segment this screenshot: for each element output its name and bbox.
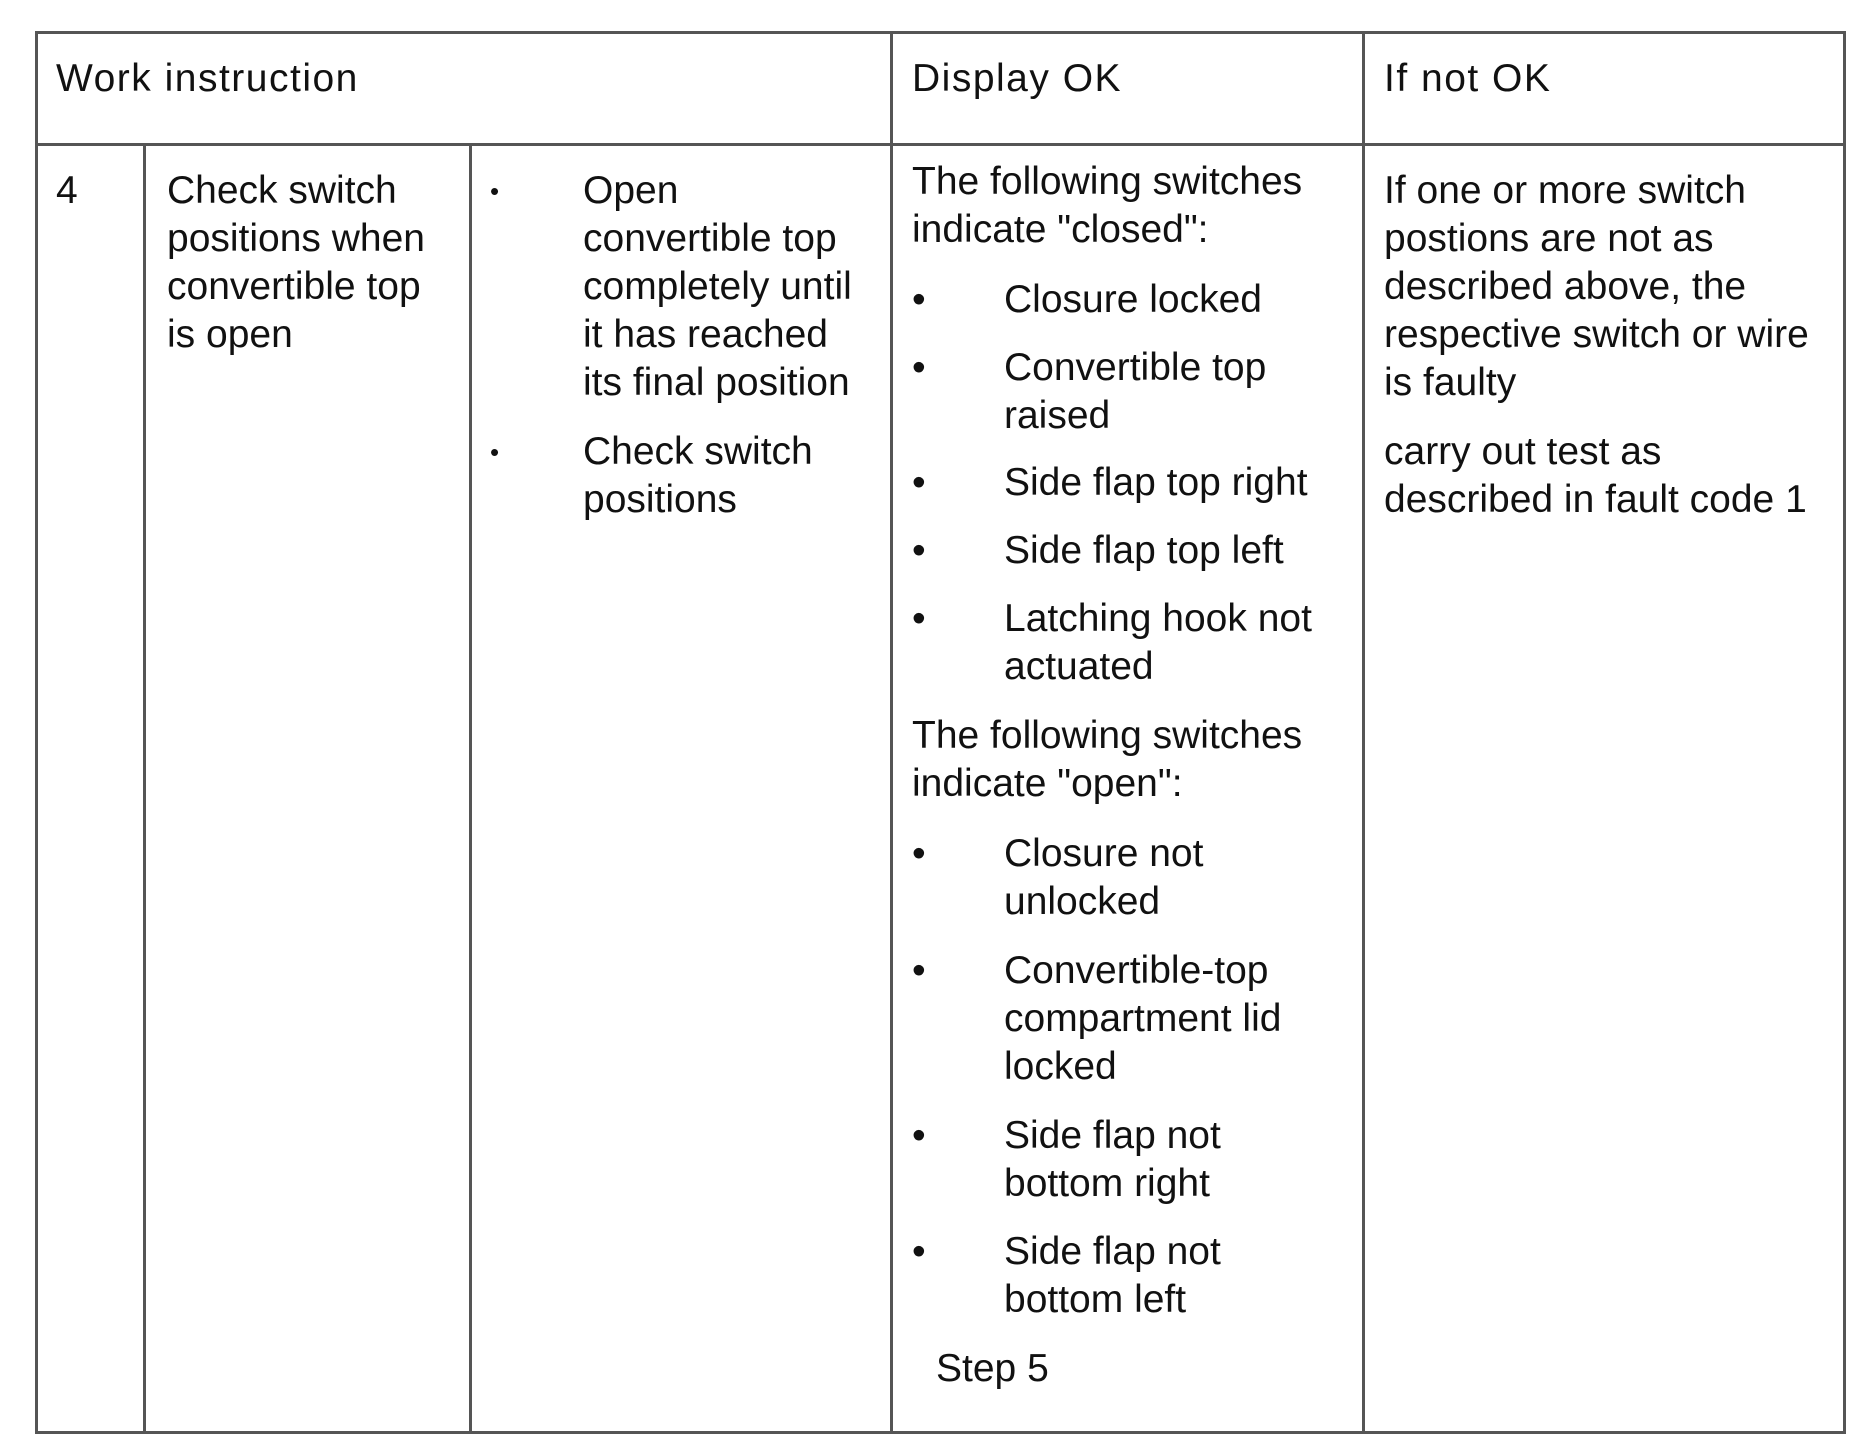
column-divider-display [890, 31, 893, 1434]
table-border-right [1843, 31, 1846, 1434]
row-number: 4 [56, 169, 78, 212]
step-bullet: • [490, 437, 500, 467]
task-line: is open [167, 313, 293, 356]
list-bullet: • [912, 346, 926, 389]
item-line: Side flap not [1004, 1230, 1221, 1273]
not-ok-paragraph [1384, 428, 1807, 524]
not-ok-line: postions are not as [1384, 217, 1714, 260]
not-ok-line: respective switch or wire [1384, 313, 1809, 356]
list-bullet: • [912, 949, 926, 992]
item-line: unlocked [1004, 880, 1161, 923]
closed-item [1004, 276, 1262, 324]
column-divider-notok [1362, 31, 1365, 1434]
table-border-left [35, 31, 38, 1434]
not-ok-line: If one or more switch [1384, 169, 1746, 212]
item-line: bottom right [1004, 1162, 1210, 1205]
list-bullet: • [912, 529, 926, 572]
not-ok-line: carry out test as [1384, 430, 1662, 473]
closed-intro [912, 158, 1302, 254]
item-line: Closure not [1004, 832, 1204, 875]
step-item [583, 428, 813, 524]
column-divider-task [469, 143, 472, 1434]
list-bullet: • [912, 278, 926, 321]
column-divider-number [143, 143, 146, 1434]
header-display-ok: Display OK [912, 57, 1123, 100]
not-ok-line: described in fault code 1 [1384, 478, 1807, 521]
open-item [1004, 830, 1203, 926]
not-ok-line: described above, the [1384, 265, 1747, 308]
open-item [1004, 1228, 1221, 1324]
open-intro [912, 712, 1302, 808]
list-bullet: • [912, 1230, 926, 1273]
task-description [167, 167, 425, 359]
step-line: its final position [583, 361, 850, 404]
step-item [583, 167, 852, 407]
closed-item [1004, 527, 1284, 575]
header-work-instruction: Work instruction [56, 57, 359, 100]
item-line: locked [1004, 1045, 1117, 1088]
not-ok-paragraph [1384, 167, 1809, 407]
table-border-bottom [35, 1431, 1846, 1434]
step-line: it has reached [583, 313, 828, 356]
item-line: Side flap top left [1004, 529, 1284, 572]
header-if-not-ok: If not OK [1384, 57, 1552, 100]
not-ok-line: is faulty [1384, 361, 1517, 404]
closed-item [1004, 344, 1266, 440]
item-line: Convertible-top [1004, 949, 1269, 992]
intro-line: The following switches [912, 160, 1303, 203]
work-instruction-table [35, 31, 1846, 1434]
task-line: Check switch [167, 169, 397, 212]
step-line: Check switch [583, 430, 813, 473]
item-line: bottom left [1004, 1278, 1187, 1321]
item-line: raised [1004, 394, 1111, 437]
list-bullet: • [912, 832, 926, 875]
list-bullet: • [912, 1114, 926, 1157]
item-line: Latching hook not [1004, 597, 1312, 640]
closed-item [1004, 595, 1312, 691]
item-line: Side flap top right [1004, 461, 1308, 504]
item-line: Closure locked [1004, 278, 1262, 321]
open-item [1004, 1112, 1221, 1208]
item-line: actuated [1004, 645, 1154, 688]
step-bullet: • [490, 176, 500, 206]
closed-item [1004, 459, 1308, 507]
open-item [1004, 947, 1281, 1091]
intro-line: indicate "closed": [912, 208, 1209, 251]
item-line: Convertible top [1004, 346, 1267, 389]
step-line: completely until [583, 265, 852, 308]
intro-line: indicate "open": [912, 762, 1183, 805]
step-line: positions [583, 478, 737, 521]
list-bullet: • [912, 461, 926, 504]
table-border-top [35, 31, 1846, 34]
step-line: Open [583, 169, 679, 212]
header-divider [35, 143, 1846, 146]
next-step: Step 5 [936, 1347, 1049, 1390]
task-line: convertible top [167, 265, 421, 308]
item-line: Side flap not [1004, 1114, 1221, 1157]
item-line: compartment lid [1004, 997, 1282, 1040]
step-line: convertible top [583, 217, 837, 260]
intro-line: The following switches [912, 714, 1303, 757]
list-bullet: • [912, 597, 926, 640]
task-line: positions when [167, 217, 425, 260]
